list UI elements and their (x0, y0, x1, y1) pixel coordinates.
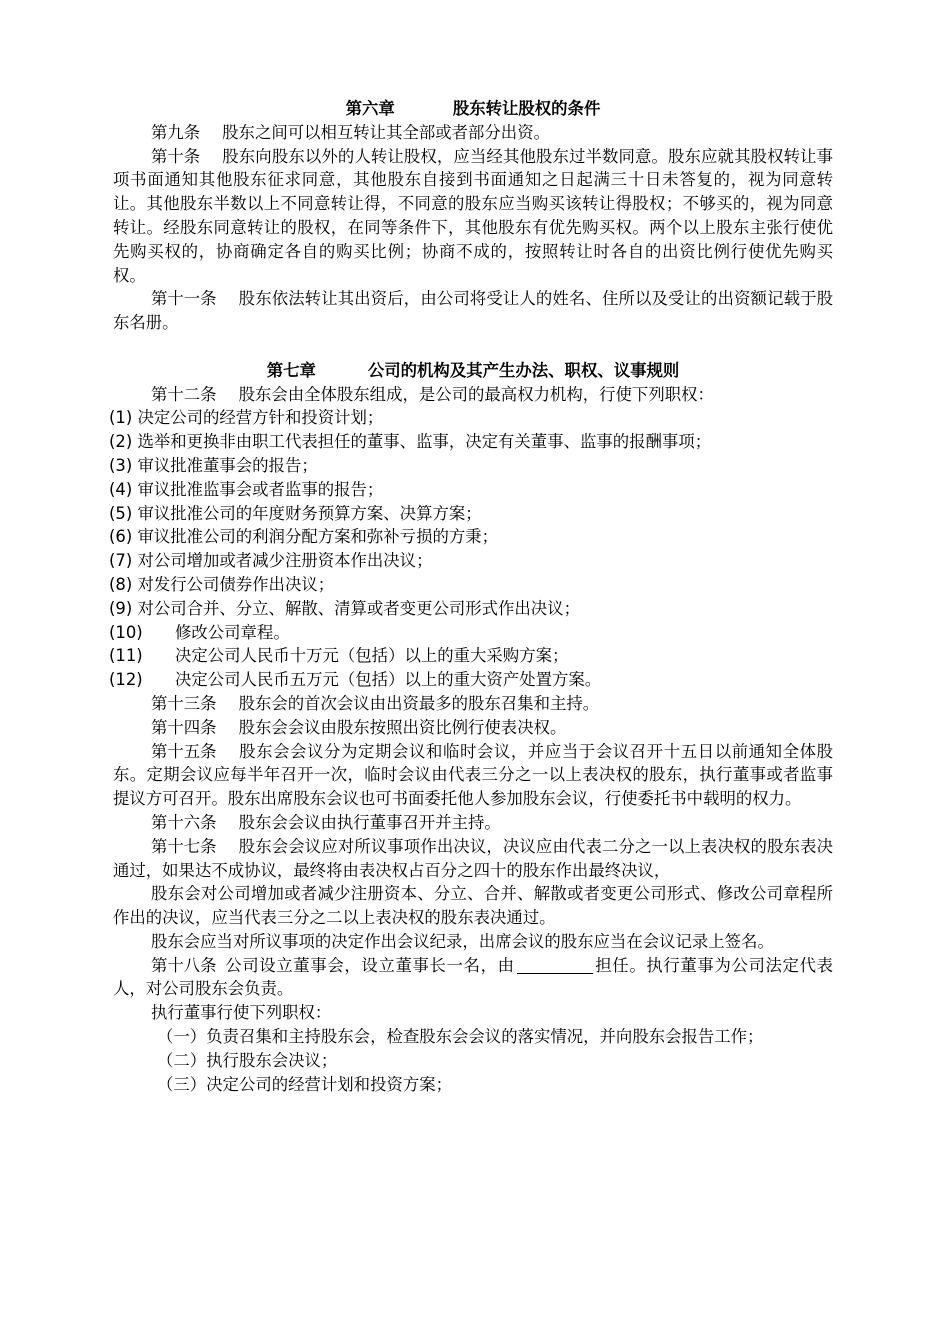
chapter-6-heading (113, 97, 833, 121)
list-item: (6) 审议批准公司的利润分配方案和弥补亏损的方秉； (109, 527, 499, 547)
article-15-number: 第十五条 (151, 741, 217, 761)
blank-underline (517, 957, 593, 974)
chapter-6-label: 第六章 (345, 99, 395, 118)
article-9-number: 第九条 (151, 122, 201, 142)
article-17-paragraph-3: 股东会应当对所议事项的决定作出会议纪录，出席会议的股东应当在会议记录上签名。 (151, 931, 774, 951)
article-18-text-b: 担任。执行董事为公司法定代表人，对公司股东会负责。 (113, 955, 834, 999)
article-18-number: 第十八条 (151, 955, 217, 975)
list-item: (2) 选举和更换非由职工代表担任的董事、监事，决定有关董事、监事的报酬事项； (109, 432, 712, 452)
list-item: (1) 决定公司的经营方针和投资计划； (109, 408, 384, 428)
article-13-number: 第十三条 (151, 693, 217, 713)
document-page (109, 97, 834, 1096)
list-item: (5) 审议批准公司的年度财务预算方案、决算方案； (109, 503, 482, 523)
article-17-number: 第十七条 (151, 836, 217, 856)
article-11-text: 股东依法转让其出资后，由公司将受让人的姓名、住所以及受让的出资额记载于股东名册。 (113, 289, 833, 333)
article-14-number: 第十四条 (151, 717, 217, 737)
list-item: (3) 审议批准董事会的报告； (109, 455, 318, 475)
list-item: (4) 审议批准监事会或者监事的报告； (109, 479, 384, 499)
article-13 (113, 692, 833, 716)
article-18-text-a: 公司设立董事会，设立董事长一名，由 (224, 955, 515, 975)
chapter-6-title: 股东转让股权的条件 (452, 99, 601, 118)
list-item: (7) 对公司增加或者减少注册资本作出决议； (109, 551, 433, 571)
article-17-paragraph-2: 股东会对公司增加或者减少注册资本、分立、合并、解散或者变更公司形式、修改公司章程所作出的决议，应当代表三分之二以上表决权的股东表决通过。 (113, 884, 833, 928)
list-item: (12) 决定公司人民币五万元（包括）以上的重大资产处置方案。 (109, 670, 602, 690)
article-11-number: 第十一条 (151, 289, 217, 309)
article-17 (113, 835, 833, 883)
article-10-number: 第十条 (151, 146, 201, 166)
article-16-number: 第十六条 (151, 812, 217, 832)
list-item: (9) 对公司合并、分立、解散、清算或者变更公司形式作出决议； (109, 598, 580, 618)
article-13-text: 股东会的首次会议由出资最多的股东召集和主持。 (238, 693, 600, 713)
article-18-intro: 执行董事行使下列职权： (151, 1003, 332, 1023)
article-9 (113, 121, 833, 145)
list-item: (11) 决定公司人民币十万元（包括）以上的重大采购方案； (109, 646, 569, 666)
duty-item: （二）执行股东会决议； (157, 1050, 338, 1070)
article-14 (113, 716, 833, 740)
article-17-text: 股东会会议应对所议事项作出决议，决议应由代表二分之一以上表决权的股东表决通过，如果达不成协议，最终将由表决权占百分之四十的股东作出最终决议， (113, 836, 833, 880)
article-15-text: 股东会会议分为定期会议和临时会议，并应当于会议召开十五日以前通知全体股东。定期会议应每半年召开一次，临时会议由代表三分之一以上表决权的股东，执行董事或者监事提议方可召开。股东出席股东会议也可书面委托他人参加股东会议，行使委托书中载明的权力。 (113, 741, 833, 809)
chapter-7-title: 公司的机构及其产生办法、职权、议事规则 (367, 360, 680, 380)
section-spacer (113, 335, 833, 359)
article-11 (113, 287, 833, 335)
duty-item: （一）负责召集和主持股东会，检查股东会会议的落实情况，并向股东会报告工作； (157, 1027, 764, 1047)
article-18 (113, 954, 833, 1002)
article-15 (113, 740, 833, 811)
shareholder-powers-list (109, 406, 833, 692)
article-14-text: 股东会会议由股东按照出资比例行使表决权。 (238, 717, 567, 737)
list-item: (8) 对发行公司债券作出决议； (109, 574, 335, 594)
article-10 (113, 145, 833, 288)
chapter-7-label: 第七章 (266, 360, 316, 380)
article-12-number: 第十二条 (151, 384, 217, 404)
article-12 (113, 383, 833, 407)
article-10-text: 股东向股东以外的人转让股权，应当经其他股东过半数同意。股东应就其股权转让事项书面通知其他股东征求同意，其他股东自接到书面通知之日起满三十日未答复的，视为同意转让。其他股东半数以上不同意转让得，不同意的股东应当购买该转让得股权；不够买的，视为同意转让。经股东同意转让的股权，在同等条件下，其他股东有优先购买权。两个以上股东主张行使优先购买权的，协商确定各自的购买比例；协商不成的，按照转让时各自的出资比例行使优先购买权。 (113, 146, 833, 285)
chapter-7-heading (113, 359, 833, 383)
article-16 (113, 811, 833, 835)
article-9-text: 股东之间可以相互转让其全部或者部分出资。 (222, 122, 550, 142)
article-16-text: 股东会会议由执行董事召开并主持。 (238, 812, 501, 832)
list-item: (10) 修改公司章程。 (109, 622, 290, 642)
duty-item: （三）决定公司的经营计划和投资方案； (157, 1074, 453, 1094)
article-12-text: 股东会由全体股东组成，是公司的最高权力机构，行使下列职权： (238, 384, 714, 404)
